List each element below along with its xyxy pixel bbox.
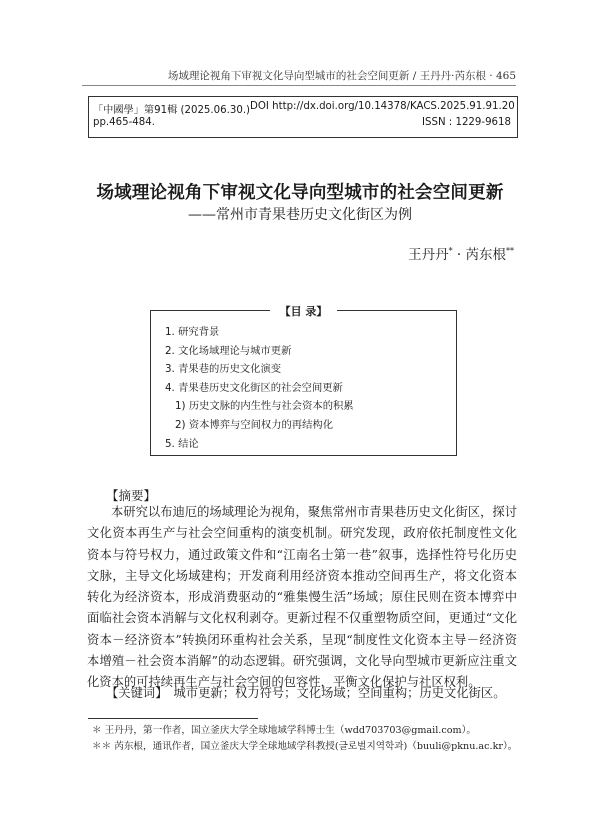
footnote-divider xyxy=(88,718,258,719)
keywords-text: 城市更新；权力符号；文化场域；空间重构；历史文化街区。 xyxy=(173,686,506,700)
abstract-label: 【摘要】 xyxy=(106,488,157,503)
publication-info-box xyxy=(88,96,518,138)
journal-issue: 「中國學」第91輯 (2025.06.30.) xyxy=(93,105,251,116)
author-separator: · xyxy=(452,247,466,263)
page-range: pp.465-484. xyxy=(93,117,155,128)
toc-subitem: 1) 历史文脉的内生性与社会资本的积累 xyxy=(175,400,354,413)
header-divider xyxy=(82,85,516,86)
footnote-marker[interactable]: * xyxy=(448,246,453,256)
toc-item: 3. 青果巷的历史文化演变 xyxy=(165,363,282,376)
paper-title: 场域理论视角下审视文化导向型城市的社会空间更新 xyxy=(96,183,504,203)
abstract-text: 本研究以布迪厄的场域理论为视角，聚焦常州市青果巷历史文化街区，探讨文化资本再生产与社会空间重构的演变机制。研究发现，政府依托制度性文化资本与符号权力，通过政策文件和“江南名士第一巷”叙事，选择性符号化历史文脉，主导文化场域建构；开发商利用经济资本推动空间再生产，将文化资本转化为经济资本，形成消费驱动的“雅集慢生活”场域；原住民则在资本博弈中面临社会资本消解与文化权利剥夺。更新过程不仅重塑物质空间，更通过“文化资本－经济资本”转换闭环重构社会关系，呈现“制度性文化资本主导－经济资本增殖－社会资本消解”的动态逻辑。研究强调，文化导向型城市更新应注重文化资本的可持续再生产与社会空间的包容性，平衡文化保护与社区权利。 xyxy=(87,505,517,690)
toc-item: 1. 研究背景 xyxy=(165,326,220,338)
issn: ISSN : 1229-9618 xyxy=(422,117,511,128)
toc-subitem: 2) 资本博弈与空间权力的再结构化 xyxy=(175,418,333,431)
doi-link[interactable]: DOI http://dx.doi.org/10.14378/KACS.2025.91.91.20 xyxy=(250,101,515,112)
footnote-corresponding-author: ＊＊ 芮东根，通讯作者，国立釜庆大学全球地域学科教授(글로벌지역학과)（buuli@pknu.ac.kr）。 xyxy=(92,741,518,752)
author-name: 王丹丹 xyxy=(408,247,449,263)
author-name: 芮东根 xyxy=(465,247,506,263)
table-of-contents xyxy=(150,305,457,456)
toc-heading: 【目 录】 xyxy=(270,305,338,318)
paper-subtitle: ——常州市青果巷历史文化街区为例 xyxy=(188,207,412,223)
toc-item: 2. 文化场域理论与城市更新 xyxy=(165,344,292,357)
footnote-first-author: ＊ 王丹丹，第一作者，国立釜庆大学全球地域学科博士生（wdd703703@gmail.com）。 xyxy=(92,725,476,736)
toc-list xyxy=(165,323,354,453)
toc-item: 4. 青果巷历史文化街区的社会空间更新 xyxy=(165,381,343,394)
author-line xyxy=(408,243,514,263)
running-header: 场域理论视角下审视文化导向型城市的社会空间更新 / 王丹丹·芮东根 · 465 xyxy=(167,70,516,82)
keywords-label: 【关键词】 xyxy=(106,686,168,700)
keywords-line xyxy=(106,683,506,701)
footnote-marker[interactable]: ** xyxy=(506,246,514,256)
toc-item: 5. 结论 xyxy=(165,437,199,450)
